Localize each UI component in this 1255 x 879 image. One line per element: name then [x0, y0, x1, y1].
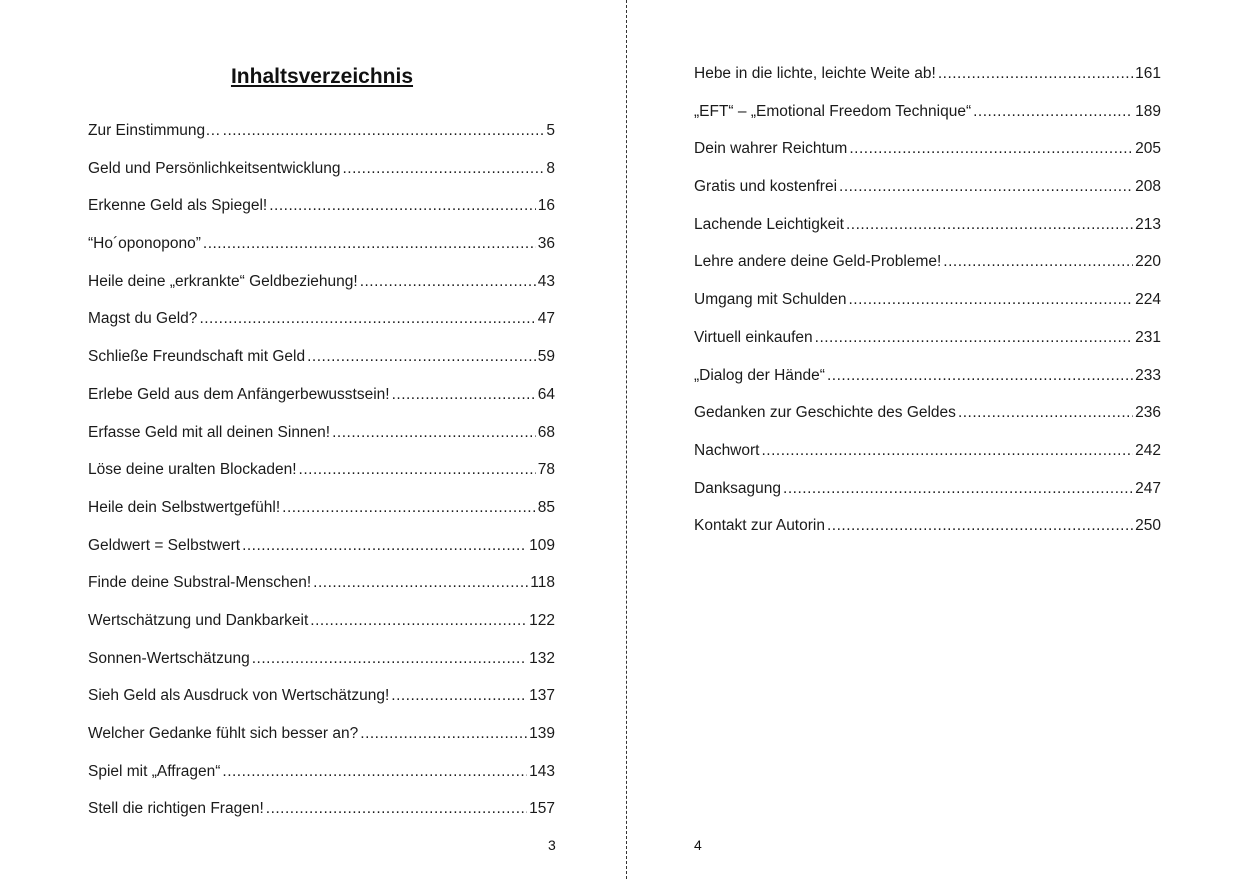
- toc-entry-page: 157: [529, 800, 555, 818]
- toc-dot-leader: [199, 309, 535, 329]
- toc-dot-leader: [849, 290, 1134, 310]
- toc-dot-leader: [282, 498, 536, 518]
- toc-entry: [88, 762, 555, 800]
- toc-entry-page: 213: [1135, 215, 1161, 233]
- toc-entry-title: Lehre andere deine Geld-Probleme!: [694, 253, 942, 271]
- toc-dot-leader: [332, 423, 536, 443]
- toc-dot-leader: [839, 177, 1133, 197]
- toc-entry: [88, 347, 555, 385]
- toc-entry: [694, 479, 1161, 517]
- toc-dot-leader: [943, 252, 1133, 272]
- right-page: [627, 0, 1255, 879]
- toc-entry-page: 64: [537, 385, 555, 403]
- toc-entry: [88, 460, 555, 498]
- toc-entry: [694, 139, 1161, 177]
- toc-entry: [88, 724, 555, 762]
- toc-entry-title: Geld und Persönlichkeitsentwicklung: [88, 159, 341, 177]
- toc-entry-title: Erkenne Geld als Spiegel!: [88, 197, 268, 215]
- toc-entry-page: 36: [537, 235, 555, 253]
- toc-entry-title: Welcher Gedanke fühlt sich besser an?: [88, 725, 359, 742]
- toc-entry-title: Nachwort: [694, 441, 760, 459]
- toc-entry: [88, 799, 555, 837]
- toc-entry: [694, 366, 1161, 404]
- toc-entry: [88, 573, 555, 611]
- toc-dot-leader: [360, 272, 536, 292]
- toc-dot-leader: [266, 799, 527, 819]
- toc-entry-page: 233: [1135, 366, 1161, 384]
- toc-entry: [88, 159, 555, 197]
- toc-entry-title: „Dialog der Hände“: [694, 366, 825, 384]
- toc-dot-leader: [761, 441, 1133, 461]
- toc-entry-page: 139: [529, 725, 555, 742]
- toc-entry-title: Gratis und kostenfrei: [694, 178, 838, 196]
- toc-entry-title: Heile deine „erkrankte“ Geldbeziehung!: [88, 272, 358, 290]
- toc-entry: [88, 234, 555, 272]
- toc-entry-title: Geldwert = Selbstwert: [88, 536, 241, 554]
- toc-entry-page: 137: [529, 687, 555, 705]
- toc-entry-page: 122: [529, 611, 555, 629]
- toc-entry: [694, 252, 1161, 290]
- toc-dot-leader: [299, 460, 536, 480]
- toc-entry-page: 47: [537, 310, 555, 328]
- page-number-left: 3: [548, 837, 556, 853]
- toc-entry-page: 250: [1135, 517, 1161, 535]
- toc-entry-title: Danksagung: [694, 479, 782, 497]
- toc-entry-page: 236: [1135, 404, 1161, 422]
- toc-dot-leader: [392, 385, 536, 405]
- toc-entry-title: Magst du Geld?: [88, 310, 198, 328]
- toc-entry-page: 59: [537, 348, 555, 366]
- toc-entry-page: 5: [546, 122, 555, 139]
- toc-entry-title: Löse deine uralten Blockaden!: [88, 461, 297, 479]
- toc-dot-leader: [391, 686, 527, 706]
- toc-entry: [88, 272, 555, 310]
- toc-entry-page: 109: [529, 536, 555, 554]
- toc-entry-title: Finde deine Substral-Menschen!: [88, 574, 312, 592]
- toc-entry: [694, 215, 1161, 253]
- toc-entry: [88, 196, 555, 234]
- toc-entry: [88, 498, 555, 536]
- toc-dot-leader: [360, 724, 527, 744]
- toc-dot-leader: [938, 64, 1133, 84]
- toc-entry: [694, 290, 1161, 328]
- toc-dot-leader: [222, 762, 527, 782]
- toc-entry: [694, 441, 1161, 479]
- toc-dot-leader: [783, 479, 1133, 499]
- toc-entry-title: Stell die richtigen Fragen!: [88, 800, 264, 818]
- toc-entry: [694, 403, 1161, 441]
- toc-dot-leader: [827, 366, 1133, 386]
- toc-entry-page: 224: [1135, 291, 1161, 309]
- toc-entry-page: 8: [546, 159, 555, 177]
- left-page: [0, 0, 626, 879]
- toc-entry-title: Umgang mit Schulden: [694, 291, 847, 309]
- toc-entry-page: 242: [1135, 441, 1161, 459]
- toc-dot-leader: [313, 573, 528, 593]
- toc-entry-title: Sieh Geld als Ausdruck von Wertschätzung!: [88, 687, 390, 705]
- toc-dot-leader: [252, 649, 527, 669]
- toc-dot-leader: [342, 159, 544, 179]
- toc-entry: [88, 536, 555, 574]
- toc-entry-title: Heile dein Selbstwertgefühl!: [88, 498, 281, 516]
- toc-entry-page: 16: [537, 197, 555, 215]
- toc-entry: [88, 611, 555, 649]
- toc-entry-title: Hebe in die lichte, leichte Weite ab!: [694, 65, 936, 82]
- toc-list-right: [694, 64, 1161, 554]
- toc-dot-leader: [242, 536, 527, 556]
- toc-entry: [88, 423, 555, 461]
- toc-title: Inhaltsverzeichnis: [230, 65, 414, 88]
- toc-entry-title: Gedanken zur Geschichte des Geldes: [694, 404, 956, 422]
- toc-entry: [694, 516, 1161, 554]
- toc-dot-leader: [203, 234, 536, 254]
- toc-entry: [694, 177, 1161, 215]
- toc-entry: [694, 64, 1161, 102]
- toc-entry-title: “Ho´oponopono”: [88, 235, 201, 253]
- toc-entry-page: 78: [537, 461, 555, 479]
- toc-dot-leader: [310, 611, 527, 631]
- toc-dot-leader: [269, 196, 536, 216]
- toc-entry-title: Virtuell einkaufen: [694, 328, 813, 346]
- toc-entry-page: 132: [529, 649, 555, 667]
- toc-entry-page: 143: [529, 762, 555, 780]
- toc-entry-title: „EFT“ – „Emotional Freedom Technique“: [694, 102, 972, 120]
- toc-entry-page: 208: [1135, 178, 1161, 196]
- toc-entry-page: 205: [1135, 140, 1161, 158]
- toc-entry-page: 85: [537, 498, 555, 516]
- toc-entry-page: 68: [537, 423, 555, 441]
- toc-dot-leader: [223, 121, 545, 141]
- toc-dot-leader: [307, 347, 536, 367]
- toc-entry: [88, 385, 555, 423]
- toc-entry-title: Lachende Leichtigkeit: [694, 215, 844, 233]
- toc-entry: [88, 309, 555, 347]
- toc-entry-title: Zur Einstimmung…: [88, 122, 221, 139]
- toc-dot-leader: [815, 328, 1133, 348]
- toc-entry: [88, 649, 555, 687]
- toc-entry-title: Spiel mit „Affragen“: [88, 762, 221, 780]
- toc-dot-leader: [849, 139, 1133, 159]
- toc-entry-title: Kontakt zur Autorin: [694, 517, 825, 535]
- toc-entry-page: 43: [537, 272, 555, 290]
- toc-entry-title: Sonnen-Wertschätzung: [88, 649, 250, 667]
- toc-entry-page: 220: [1135, 253, 1161, 271]
- toc-dot-leader: [973, 102, 1133, 122]
- toc-entry-title: Schließe Freundschaft mit Geld: [88, 348, 306, 366]
- page-number-right: 4: [694, 837, 702, 853]
- toc-entry-page: 161: [1135, 65, 1161, 82]
- toc-entry-title: Erfasse Geld mit all deinen Sinnen!: [88, 423, 331, 441]
- toc-dot-leader: [958, 403, 1133, 423]
- toc-dot-leader: [846, 215, 1133, 235]
- toc-entry: [88, 686, 555, 724]
- toc-entry-title: Dein wahrer Reichtum: [694, 140, 848, 158]
- toc-entry-page: 118: [530, 574, 555, 592]
- toc-entry-page: 189: [1135, 102, 1161, 120]
- toc-list-left: [88, 121, 555, 837]
- toc-entry: [694, 102, 1161, 140]
- toc-entry: [88, 121, 555, 159]
- toc-dot-leader: [827, 516, 1133, 536]
- toc-entry-page: 247: [1135, 479, 1161, 497]
- toc-entry-title: Erlebe Geld aus dem Anfängerbewusstsein!: [88, 385, 390, 403]
- toc-entry-title: Wertschätzung und Dankbarkeit: [88, 611, 309, 629]
- toc-entry: [694, 328, 1161, 366]
- toc-entry-page: 231: [1135, 328, 1161, 346]
